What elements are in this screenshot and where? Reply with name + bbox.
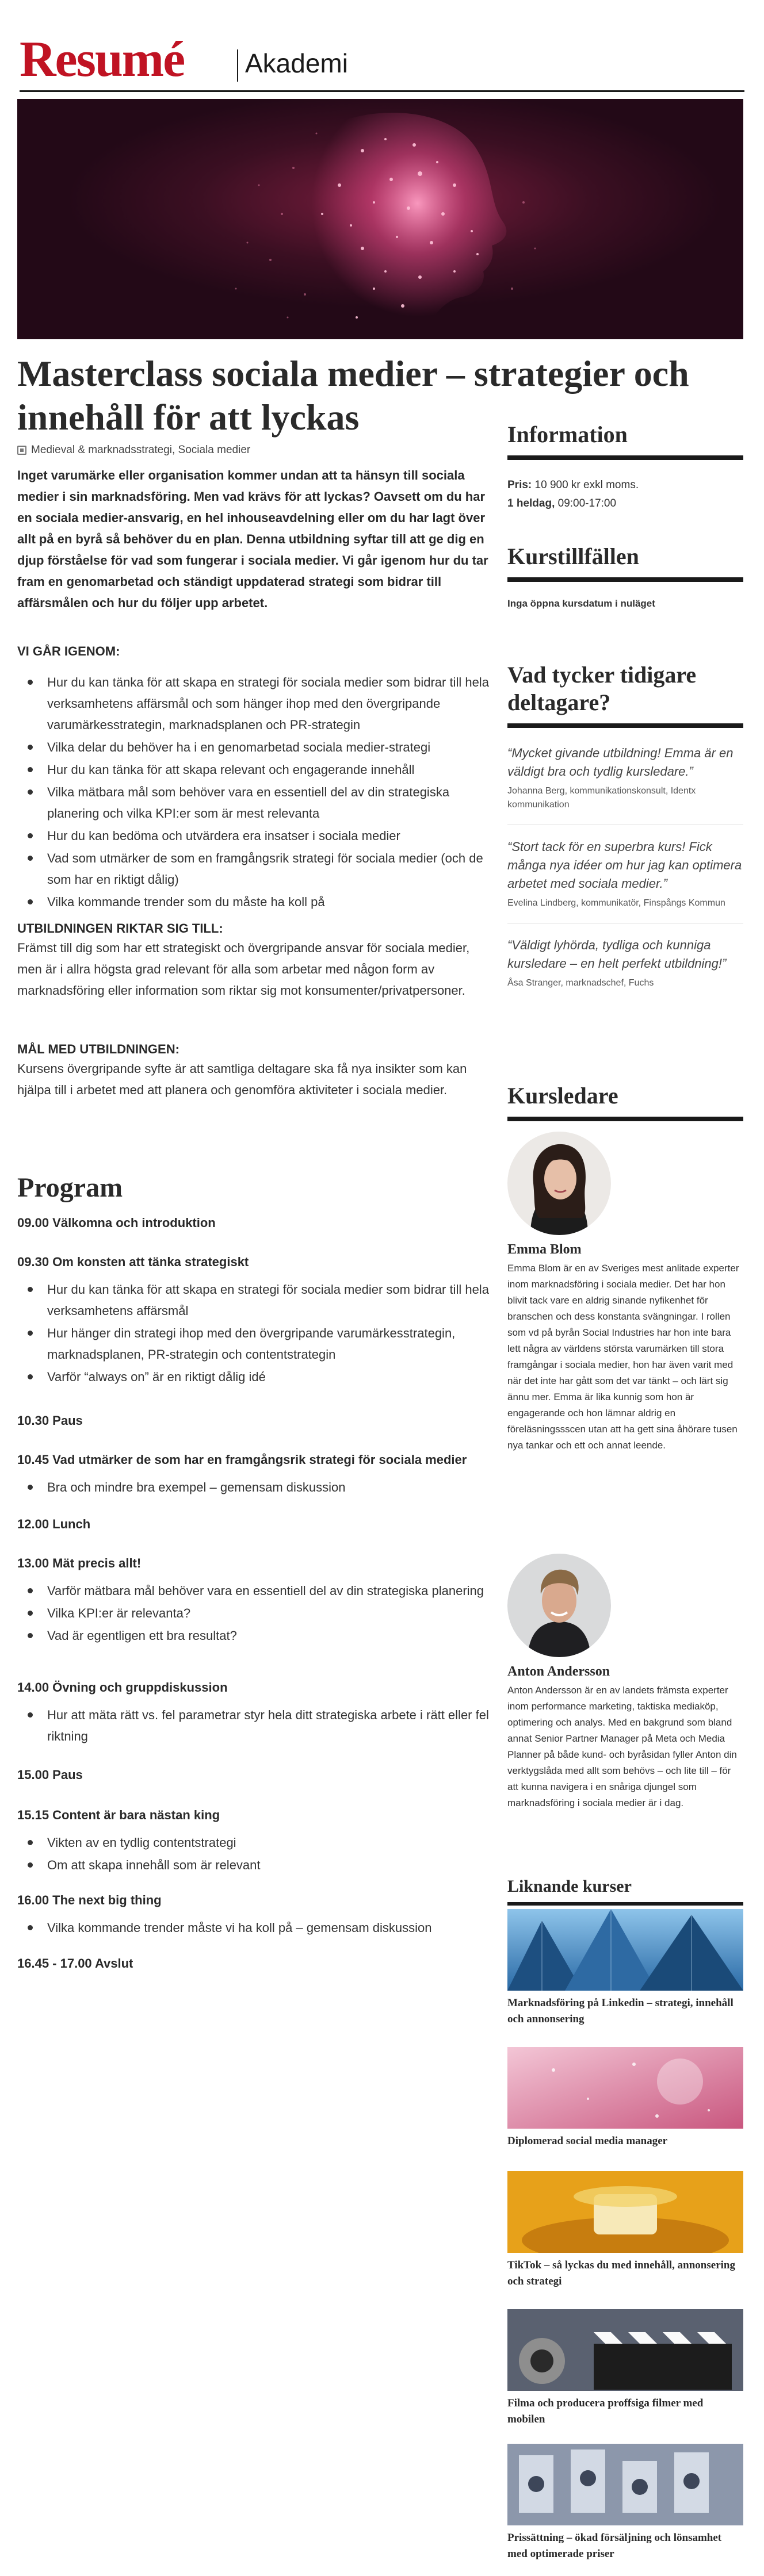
goal-text: Kursens övergripande syfte är att samtliga deltagare ska få nya insikter som kan hjälpa till i arbetet med att planera och genomföra aktiviteter i sociala medier. (17, 1061, 467, 1097)
program-time: 15.00 Paus (17, 1768, 83, 1782)
anton-andersson-portrait (507, 1554, 611, 1657)
price-row (507, 476, 743, 494)
avatar (507, 1554, 611, 1657)
program-bullets (17, 1917, 495, 1938)
similar-heading: Liknande kurser (507, 1876, 743, 1906)
teacher-bio: Emma Blom är en av Sveriges mest anlitade experter inom marknadsföring i sociala medier. Det har hon blivit tack vare en aldrig sinande nyfikenhet för branschen och dess konstanta svängningar. I rollen som vd på byrån Social Industries har hon inte bara lett några av världens största varumärken till stora framgångar i sociala medier, hon har även varit med när det inte har gått som det var tänkt – och lärt sig ännu mer. Emma är lika kunnig som hon är engagerande och hon lämnar aldrig en föreläsningssscen utan att ha gett sina åhörare tusen nya tankar och ett och annat leende. (507, 1263, 739, 1451)
pricing-course-image (507, 2444, 743, 2525)
category-links[interactable]: Medieval & marknadsstrategi, Sociala medier (31, 444, 251, 456)
program-bullets (17, 1279, 495, 1387)
program-time: 09.00 Välkomna och introduktion (17, 1216, 216, 1230)
course-card-image[interactable] (507, 2309, 743, 2391)
testimonial-author: Johanna Berg, kommunikationskonsult, Identx kommunikation (507, 786, 696, 810)
list-item: Hur hänger din strategi ihop med den övergripande varumärkesstrategin, marknadsplanen, PR-strategin och contentstrategin (47, 1322, 495, 1365)
testimonial-author: Åsa Stranger, marknadschef, Fuchs (507, 978, 654, 988)
review-heading: VI GÅR IGENOM: (17, 644, 120, 658)
course-card-title[interactable]: Marknadsföring på Linkedin – strategi, innehåll och annonsering (507, 1997, 734, 2025)
program-time: 09.30 Om konsten att tänka strategiskt (17, 1255, 249, 1269)
list-item: Hur du kan tänka för att skapa relevant och engagerande innehåll (47, 759, 495, 780)
course-card-image[interactable] (507, 1909, 743, 1991)
teachers-heading-box (507, 1082, 743, 1121)
occasions-box (507, 543, 743, 612)
teachers-heading: Kursledare (507, 1082, 743, 1121)
list-item: Vad är egentligen ett bra resultat? (47, 1625, 495, 1646)
program-item (17, 1214, 495, 1232)
course-card-title[interactable]: Diplomerad social media manager (507, 2135, 668, 2147)
social-media-manager-image (507, 2047, 743, 2129)
program-bullets (17, 1704, 495, 1747)
duration-value: 09:00-17:00 (557, 497, 617, 509)
price-label: Pris: (507, 479, 532, 491)
course-card-title[interactable]: Filma och producera proffsiga filmer med mobilen (507, 2397, 704, 2425)
duration-row (507, 494, 743, 513)
target-section (17, 920, 495, 1001)
program-item (17, 1451, 495, 1499)
program-bullets (17, 1832, 495, 1876)
avatar (507, 1132, 611, 1235)
hero-image (17, 99, 743, 339)
program-time: 13.00 Mät precis allt! (17, 1556, 142, 1570)
teacher-bio: Anton Andersson är en av landets främsta experter inom performance marketing, taktiska mediaköp, optimering och analys. Med en bakgrund som bland annat Senior Partner Manager på Meta och Media Planner på både kund- och byråsidan fyller Anton din verktygslåda med allt som behövs – och lite till – för att kunna navigera i en snåriga djungel som marknadsföring i sociala medier är i dag. (507, 1685, 737, 1808)
page-title: Masterclass sociala medier – strategier och innehåll för att lyckas (17, 353, 689, 438)
program-item (17, 1412, 495, 1429)
program-time: 16.45 - 17.00 Avslut (17, 1956, 133, 1971)
program-bullets (17, 1580, 495, 1646)
review-list (17, 672, 495, 913)
program-item (17, 1516, 495, 1533)
review-section (17, 643, 495, 914)
testimonials-heading: Vad tycker tidigare deltagare? (507, 661, 743, 728)
site-header (20, 32, 744, 92)
program-item (17, 1766, 495, 1784)
program-time: 14.00 Övning och gruppdiskussion (17, 1680, 228, 1695)
category-icon (17, 446, 26, 455)
teacher-name: Emma Blom (507, 1242, 582, 1257)
course-card-title[interactable]: Prissättning – ökad försäljning och lönsamhet med optimerade priser (507, 2532, 722, 2560)
list-item: Hur du kan tänka för att skapa en strategi för sociala medier som bidrar till hela verksamhetens affärsmål (47, 1279, 495, 1321)
testimonial-author: Evelina Lindberg, kommunikatör, Finspångs Kommun (507, 898, 725, 908)
program-item (17, 1555, 495, 1647)
testimonial-quote: “Mycket givande utbildning! Emma är en väldigt bra och tydlig kursledare.” (507, 746, 734, 779)
program-item (17, 1679, 495, 1748)
tiktok-course-image (507, 2171, 743, 2253)
info-heading: Information (507, 421, 743, 460)
list-item: Vad som utmärker de som en framgångsrik strategi för sociala medier (och de som har en riktigt dålig) (47, 848, 495, 890)
program-time: 16.00 The next big thing (17, 1893, 162, 1907)
testimonial-quote: “Väldigt lyhörda, tydliga och kunniga kursledare – en helt perfekt utbildning!” (507, 938, 727, 971)
similar-heading-box (507, 1876, 743, 1906)
program-time: 15.15 Content är bara nästan king (17, 1808, 220, 1822)
program-bullets (17, 1477, 495, 1498)
list-item: Vilka kommande trender måste vi ha koll på – gemensam diskussion (47, 1917, 495, 1938)
list-item: Vikten av en tydlig contentstrategi (47, 1832, 495, 1853)
duration-label: 1 heldag, (507, 497, 555, 509)
info-box (507, 421, 743, 513)
price-value: 10 900 kr exkl moms. (534, 479, 639, 491)
course-card-image[interactable] (507, 2171, 743, 2253)
course-card-title[interactable]: TikTok – så lyckas du med innehåll, annonsering och strategi (507, 2259, 735, 2287)
testimonial (507, 744, 743, 812)
program-item (17, 1955, 495, 1972)
digital-head-illustration (17, 99, 743, 339)
list-item: Om att skapa innehåll som är relevant (47, 1854, 495, 1876)
list-item: Bra och mindre bra exempel – gemensam diskussion (47, 1477, 495, 1498)
testimonials-box (507, 661, 743, 990)
resume-logo[interactable]: Resumé (20, 32, 185, 87)
goal-section (17, 1041, 495, 1101)
list-item: Varför mätbara mål behöver vara en essentiell del av din strategiska planering (47, 1580, 495, 1601)
testimonial (507, 838, 743, 910)
teacher-name: Anton Andersson (507, 1664, 610, 1679)
list-item: Hur du kan tänka för att skapa en strategi för sociala medier som bidrar till hela verksamhetens affärsmål och som hänger ihop med den övergripande varumärkesstrategin, marknadsplanen och PR-strategin (47, 672, 495, 735)
list-item: Hur du kan bedöma och utvärdera era insatser i sociala medier (47, 825, 495, 846)
list-item: Vilka kommande trender som du måste ha koll på (47, 891, 495, 913)
program-item (17, 1254, 495, 1389)
film-course-image (507, 2309, 743, 2391)
course-lead: Inget varumärke eller organisation kommer undan att ta hänsyn till sociala medier i sin marknadsföring. Men vad krävs för att lyckas? Oavsett om du har en sociala medier-ansvarig, en hel inhouseavdelning eller om du har lagt över allt på en byrå så behöver du en plan. Denna utbildning syftar till att ge dig en djup förståelse för vad som fungerar i sociala medier. Vi går igenom hur du tar fram en genomarbetad och ständigt uppdaterad strategi som bidrar till affärsmålen och hur du följer upp arbetet. (17, 468, 488, 610)
emma-blom-portrait (507, 1132, 611, 1235)
occasions-heading: Kurstillfällen (507, 543, 743, 582)
list-item: Vilka mätbara mål som behöver vara en essentiell del av din strategiska planering och vilka KPI:er som är mest relevanta (47, 781, 495, 824)
list-item: Vilka KPI:er är relevanta? (47, 1603, 495, 1624)
program-time: 10.45 Vad utmärker de som har en framgångsrik strategi för sociala medier (17, 1452, 467, 1467)
program-time: 12.00 Lunch (17, 1517, 91, 1531)
target-heading: UTBILDNINGEN RIKTAR SIG TILL: (17, 921, 223, 936)
akademi-label[interactable]: Akademi (245, 48, 348, 78)
list-item: Hur att mäta rätt vs. fel parametrar styr hela ditt strategiska arbete i rätt eller fel riktning (47, 1704, 495, 1747)
logo-divider (237, 49, 238, 82)
goal-heading: MÅL MED UTBILDNINGEN: (17, 1042, 179, 1056)
testimonial (507, 936, 743, 990)
testimonial-quote: “Stort tack för en superbra kurs! Fick många nya idéer om hur jag kan optimera arbetet med sociala medier.” (507, 839, 742, 891)
course-card-image[interactable] (507, 2444, 743, 2525)
no-dates-text: Inga öppna kursdatum i nuläget (507, 598, 655, 609)
program-time: 10.30 Paus (17, 1413, 83, 1428)
program-title: Program (17, 1172, 123, 1203)
program-item (17, 1807, 495, 1877)
program-item (17, 1892, 495, 1939)
category-line (17, 444, 495, 457)
course-card-image[interactable] (507, 2047, 743, 2129)
linkedin-course-image (507, 1909, 743, 1991)
target-text: Främst till dig som har ett strategiskt och övergripande ansvar för sociala medier, men är i allra högsta grad relevant för alla som arbetar med någon form av marknadsföring eller information som riktar sig mot konsumenter/privatpersoner. (17, 941, 470, 998)
list-item: Vilka delar du behöver ha i en genomarbetad sociala medier-strategi (47, 737, 495, 758)
list-item: Varför “always on” är en riktigt dålig idé (47, 1366, 495, 1387)
